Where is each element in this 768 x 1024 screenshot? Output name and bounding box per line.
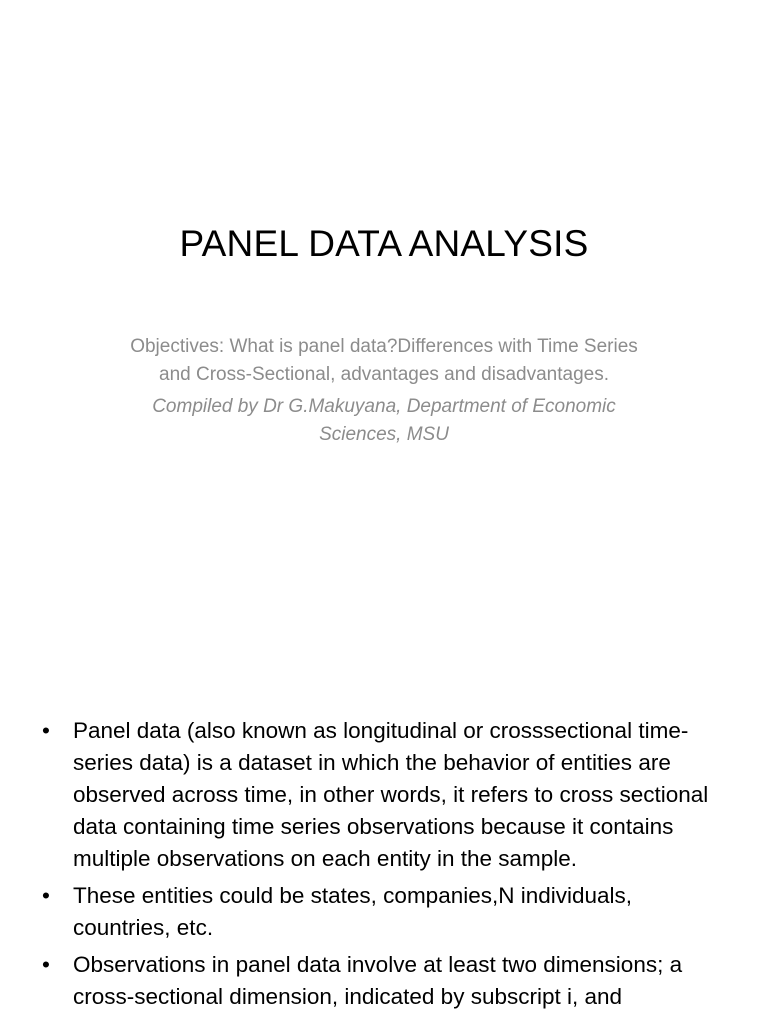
bullet-marker: • — [42, 718, 50, 743]
compiled-by-text: Compiled by Dr G.Makuyana, Department of Economic Sciences, MSU — [152, 396, 616, 445]
bullet-item — [40, 949, 730, 1013]
objectives-text: Objectives: What is panel data?Differences with Time Series and Cross-Sectional, advantages and disadvantages. — [130, 336, 638, 385]
bullet-item — [40, 715, 730, 875]
content-slide — [0, 690, 768, 1024]
bullet-text: Observations in panel data involve at least two dimensions; a cross-sectional dimension, indicated by subscript i, and — [73, 952, 683, 1009]
bullet-marker: • — [42, 883, 50, 908]
bullet-marker: • — [42, 952, 50, 977]
bullet-text: These entities could be states, companies,N individuals, countries, etc. — [73, 883, 633, 940]
slide-title: PANEL DATA ANALYSIS — [179, 223, 589, 264]
bullet-text: Panel data (also known as longitudinal or crosssectional time-series data) is a dataset in which the behavior of entities are observed across time, in other words, it refers to cross sectional data containing time series observations because it contains multiple observations on each entity in the sample. — [73, 718, 709, 871]
bullet-item — [40, 880, 730, 944]
bullet-list — [40, 715, 730, 1018]
subtitle-block — [114, 333, 654, 449]
